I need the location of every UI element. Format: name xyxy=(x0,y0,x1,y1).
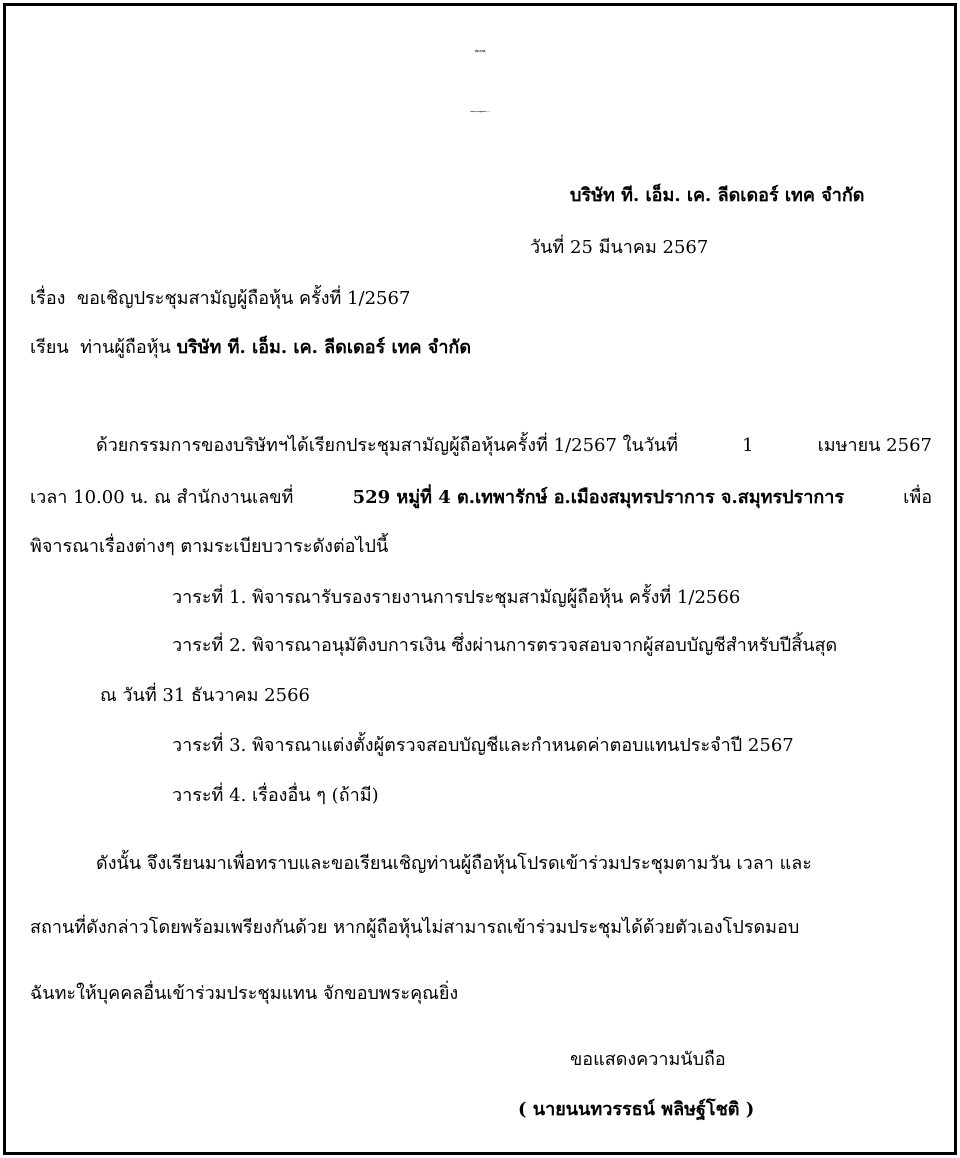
p1-line1-month: เมษายน 2567 xyxy=(817,435,932,456)
paragraph-2-line-3: ฉันทะให้บุคคลอื่นเข้าร่วมประชุมแทน จักขอบพระคุณยิ่ง xyxy=(30,983,459,1004)
recipient-company: บริษัท ที. เอ็ม. เค. ลีดเดอร์ เทค จำกัด xyxy=(176,337,472,358)
agenda-item-2-continued: ณ วันที่ 31 ธันวาคม 2566 xyxy=(100,685,310,706)
document-title: ประกาศ xyxy=(474,49,486,53)
signer-name: ( นายนนทวรรธน์ พลิษฐ์โชติ ) xyxy=(518,1099,755,1120)
p2-line2-text: สถานที่ดังกล่าวโดยพร้อมเพรียงกันด้วย หากผู้ถือหุ้นไม่สามารถเข้าร่วมประชุมได้ด้วยตัวเองโปรดมอบ xyxy=(30,917,800,938)
paragraph-2-line-1 xyxy=(96,852,932,876)
p1-line1-day: 1 xyxy=(742,435,754,456)
recipient-text: ท่านผู้ถือหุ้น xyxy=(80,337,171,358)
subject-line xyxy=(30,287,410,311)
p1-line2-for: เพื่อ xyxy=(903,487,932,508)
paragraph-2-line-2 xyxy=(30,916,932,940)
agenda-item-1: วาระที่ 1. พิจารณารับรองรายงานการประชุมสามัญผู้ถือหุ้น ครั้งที่ 1/2566 xyxy=(172,587,741,608)
agenda-item-4: วาระที่ 4. เรื่องอื่น ๆ (ถ้ามี) xyxy=(172,785,379,806)
paragraph-1-line-1 xyxy=(96,434,932,458)
agenda-item-3: วาระที่ 3. พิจารณาแต่งตั้งผู้ตรวจสอบบัญชีและกำหนดค่าตอบแทนประจำปี 2567 xyxy=(172,735,794,756)
p1-line2-address: 529 หมู่ที่ 4 ต.เทพารักษ์ อ.เมืองสมุทรปราการ จ.สมุทรปราการ xyxy=(352,487,844,508)
recipient-line xyxy=(30,336,471,360)
agenda-item-2 xyxy=(172,634,932,658)
subject-text: ขอเชิญประชุมสามัญผู้ถือหุ้น ครั้งที่ 1/2567 xyxy=(76,288,411,309)
p2-line1-text: ดังนั้น จึงเรียนมาเพื่อทราบและขอเรียนเชิญท่านผู้ถือหุ้นโปรดเข้าร่วมประชุมตามวัน เวลา และ xyxy=(96,853,812,874)
paragraph-1-line-3: พิจารณาเรื่องต่างๆ ตามระเบียบวาระดังต่อไปนี้ xyxy=(30,536,389,557)
p1-line1-part-a: ด้วยกรรมการของบริษัทฯได้เรียกประชุมสามัญผู้ถือหุ้นครั้งที่ 1/2567 ในวันที่ xyxy=(96,435,679,456)
recipient-label: เรียน xyxy=(30,337,69,358)
closing-regards: ขอแสดงความนับถือ xyxy=(570,1049,726,1070)
paragraph-1-line-2 xyxy=(30,486,932,510)
agenda-item-2-text: วาระที่ 2. พิจารณาอนุมัติงบการเงิน ซึ่งผ่านการตรวจสอบจากผู้สอบบัญชีสำหรับปีสิ้นสุด xyxy=(172,635,838,656)
document-subtitle: หนังสือนัดประชุมสามัญผู้ถือหุ้นครั้งที่ 1/2567 xyxy=(470,112,490,113)
subject-label: เรื่อง xyxy=(30,288,66,309)
document-date: วันที่ 25 มีนาคม 2567 xyxy=(530,237,709,258)
p1-line2-time-place: เวลา 10.00 น. ณ สำนักงานเลขที่ xyxy=(30,487,294,508)
sender-company: บริษัท ที. เอ็ม. เค. ลีดเดอร์ เทค จำกัด xyxy=(570,185,865,206)
